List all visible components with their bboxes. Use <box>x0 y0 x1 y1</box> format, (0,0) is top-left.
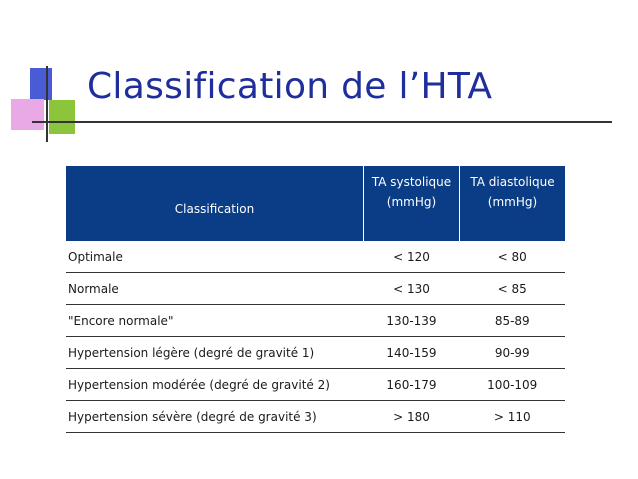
table-row <box>66 241 565 273</box>
table-row <box>66 305 565 337</box>
page-title: Classification de l’HTA <box>87 66 493 107</box>
cell-systolic: 130-139 <box>364 305 460 337</box>
table-row <box>66 337 565 369</box>
cell-systolic: < 130 <box>364 273 460 305</box>
table-header-row <box>66 166 565 241</box>
cell-classification: Hypertension modérée (degré de gravité 2) <box>66 369 364 401</box>
cell-diastolic: 90-99 <box>460 337 566 369</box>
cell-classification: Normale <box>66 273 364 305</box>
title-underline <box>32 121 612 123</box>
header-systolic <box>364 166 460 241</box>
cell-classification: Optimale <box>66 241 364 273</box>
cell-diastolic: 100-109 <box>460 369 566 401</box>
logo-vertical-line <box>46 66 48 142</box>
header-classification: Classification <box>66 166 364 241</box>
classification-table <box>66 166 565 433</box>
logo-square-blue <box>30 68 52 100</box>
table-row <box>66 401 565 433</box>
header-diastolic <box>460 166 566 241</box>
logo-square-green <box>49 100 75 134</box>
cell-diastolic: < 80 <box>460 241 566 273</box>
table-row <box>66 273 565 305</box>
header-systolic-unit: (mmHg) <box>386 195 437 209</box>
cell-classification: Hypertension légère (degré de gravité 1) <box>66 337 364 369</box>
cell-classification: Hypertension sévère (degré de gravité 3) <box>66 401 364 433</box>
cell-diastolic: < 85 <box>460 273 566 305</box>
table-row <box>66 369 565 401</box>
cell-systolic: > 180 <box>364 401 460 433</box>
cell-systolic: 160-179 <box>364 369 460 401</box>
header-systolic-label: TA systolique <box>371 175 452 189</box>
cell-classification: "Encore normale" <box>66 305 364 337</box>
cell-diastolic: > 110 <box>460 401 566 433</box>
cell-systolic: 140-159 <box>364 337 460 369</box>
cell-diastolic: 85-89 <box>460 305 566 337</box>
header-diastolic-unit: (mmHg) <box>487 195 538 209</box>
cell-systolic: < 120 <box>364 241 460 273</box>
logo-square-pink <box>11 99 44 130</box>
header-diastolic-label: TA diastolique <box>470 175 555 189</box>
